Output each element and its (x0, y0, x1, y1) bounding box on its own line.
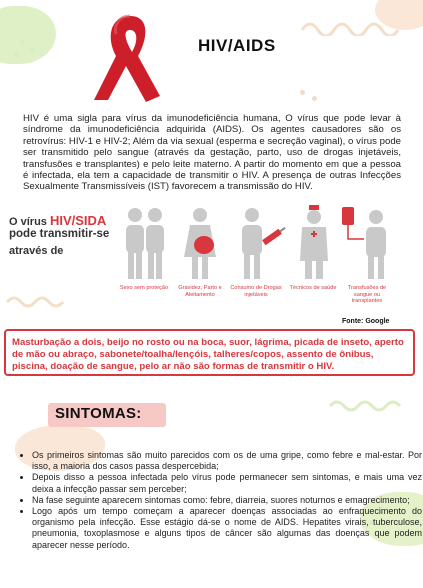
decorative-squiggle (5, 292, 75, 308)
caption-sexo: Sexo sem proteção (119, 285, 169, 291)
transmission-heading-line1 (9, 213, 106, 228)
aids-ribbon-icon (80, 8, 180, 108)
injection-figure-icon (226, 205, 288, 281)
transmission-heading-line3: através de (9, 245, 64, 257)
decorative-blob (0, 6, 56, 64)
image-source: Fonte: Google (342, 318, 390, 325)
list-item: • Os primeiros sintomas são muito parecidos com os de uma gripe, como febre e mal-estar. Por isso, a maioria dos casos passa despercebida; (32, 450, 422, 472)
list-item: • Depois disso a pessoa infectada pelo vírus pode permanecer sem sintomas, e mais uma vez deixa a infecção passar sem perceber; (32, 472, 422, 494)
couple-figure-icon (113, 205, 175, 281)
intro-paragraph: HIV é uma sigla para vírus da imunodeficiência humana, O vírus que pode levar à síndrome da imunodeficiência adquirida (AIDS). Os agentes causadores são os retrovírus: HIV-1 e HIV-2; Além da via sexual (esperma e secreção vaginal), o vírus pode ser transmitido pelo sangue (através da gestação, parto, uso de drogas injetáveis, transfusões e transplantes) e pelo leite materno. A partir do momento em que a pessoa é infectada, ela tem a capacidade de transmitir o HIV. A presença de outras Infecções Sexualmente Transmissíveis (IST) favorecem a transmissão do HIV. (23, 113, 401, 193)
symptoms-title: SINTOMAS: (55, 405, 142, 422)
transmission-heading-line2: pode transmitir-se (9, 228, 110, 240)
symptoms-list (18, 450, 422, 551)
caption-tecnicos: Técnicos de saúde (289, 285, 337, 291)
health-worker-figure-icon (284, 205, 346, 281)
decorative-squiggle (328, 396, 408, 412)
decorative-squiggle (300, 16, 410, 36)
caption-gravidez: Gravidez, Parto e Aleitamento (178, 285, 222, 298)
page-title: HIV/AIDS (198, 36, 276, 55)
caption-transfusoes: Transfusões de sangue ou transplantes (347, 285, 387, 305)
list-item: • Logo após um tempo começam a aparecer doenças associadas ao enfraquecimento do organismo pela infecção. Esse estágio dá-se o nome de AIDS. Hepatites virais, tuberculose, pneumonia, toxoplasmose e alguns tipos de câncer são algumas das doenças que podem aparecer nesse período. (32, 506, 422, 551)
pregnancy-figure-icon (170, 205, 232, 281)
caption-drogas: Consumo de Drogas injetáveis (230, 285, 282, 298)
virus-name: HIV/SIDA (49, 213, 107, 228)
non-transmission-alert: Masturbação a dois, beijo no rosto ou na boca, suor, lágrima, picada de inseto, aperto de mão ou abraço, sabonete/toalha/lençóis, talheres/copos, assento de ônibus, piscina, doação de sangue, pelo ar não são formas de transmitir o HIV. (4, 329, 415, 376)
list-item: • Na fase seguinte aparecem sintomas como: febre, diarreia, suores noturnos e emagrecimento; (32, 495, 422, 506)
transfusion-figure-icon (338, 205, 400, 281)
transmission-prefix: O vírus (9, 216, 47, 228)
